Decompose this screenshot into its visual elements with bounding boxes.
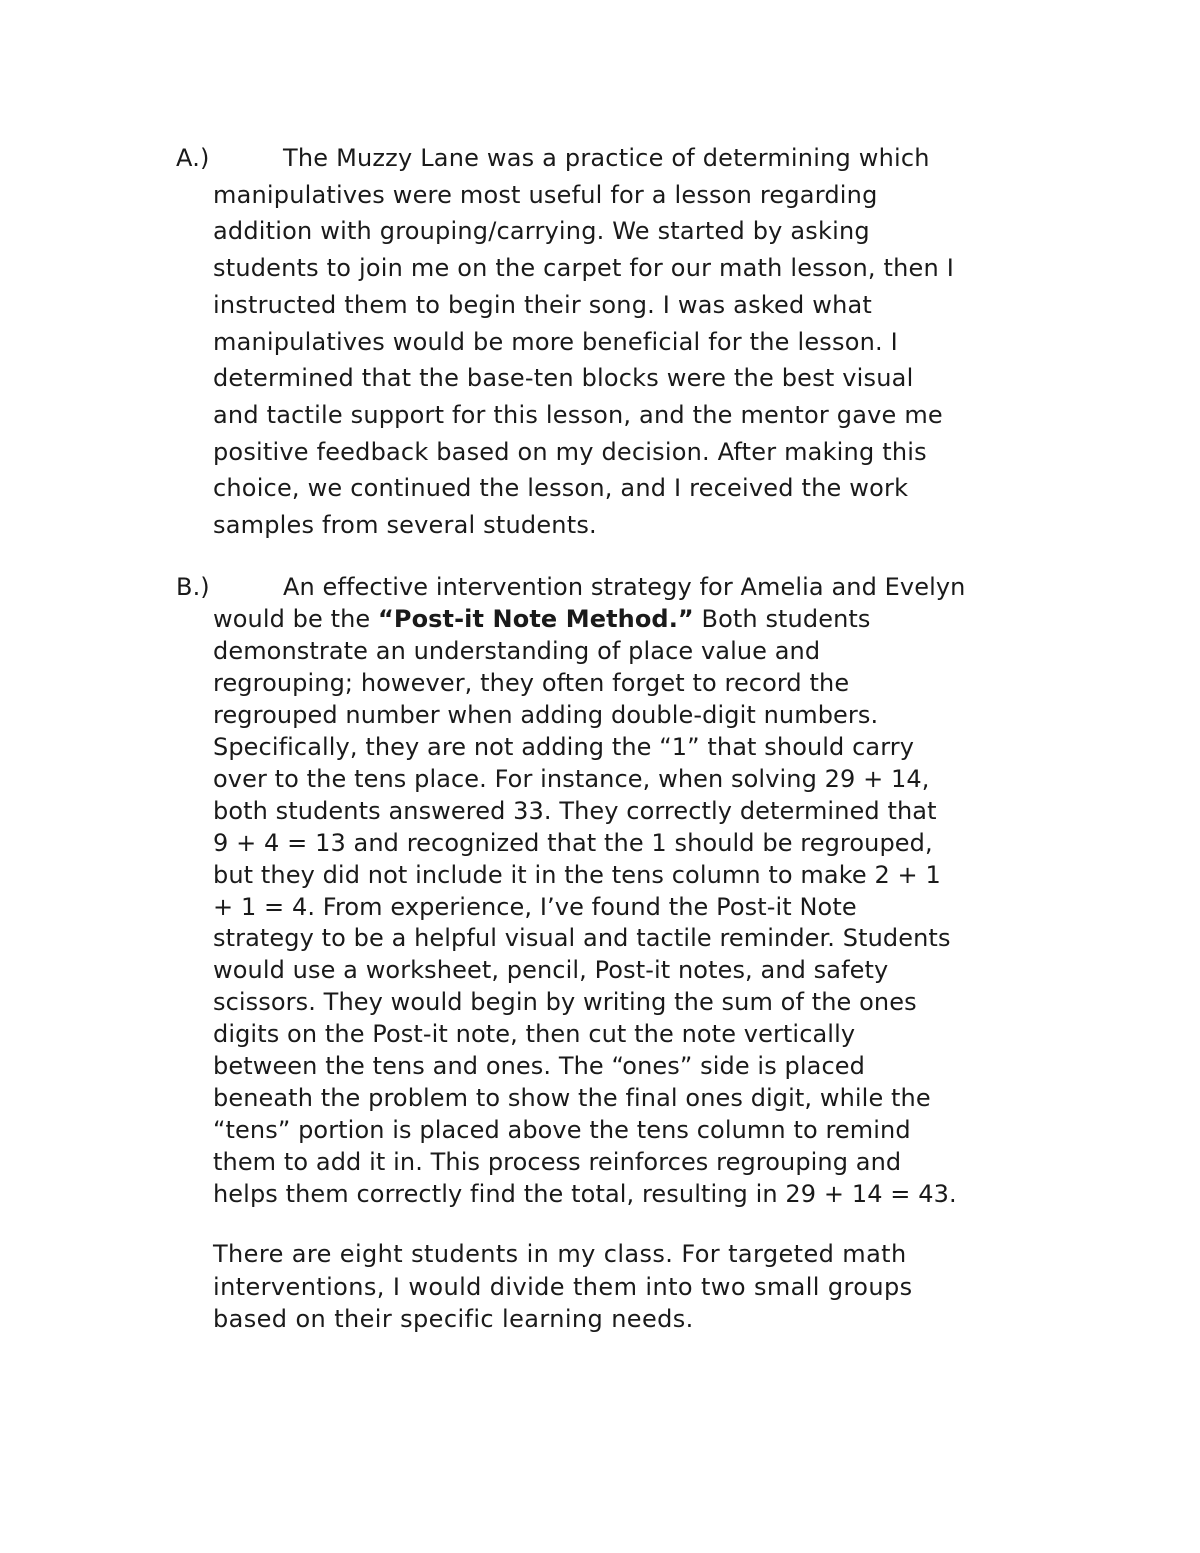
- section-a-line: choice, we continued the lesson, and I received the work: [213, 474, 909, 503]
- section-a-line: positive feedback based on my decision. After making this: [213, 437, 927, 466]
- section-b-line: over to the tens place. For instance, when solving 29 + 14,: [213, 764, 930, 793]
- paragraph-line: interventions, I would divide them into two small groups: [213, 1272, 913, 1301]
- section-b: [176, 572, 1083, 1211]
- section-a-line: manipulatives were most useful for a lesson regarding: [213, 180, 878, 209]
- section-a-line: students to join me on the carpet for our math lesson, then I: [213, 254, 955, 283]
- section-b-line: them to add it in. This process reinforces regrouping and: [213, 1148, 902, 1177]
- section-b-line: 9 + 4 = 13 and recognized that the 1 should be regrouped,: [213, 828, 933, 857]
- section-b-line: helps them correctly find the total, resulting in 29 + 14 = 43.: [213, 1180, 957, 1209]
- section-b-line: strategy to be a helpful visual and tactile reminder. Students: [213, 924, 951, 953]
- section-b-line: scissors. They would begin by writing the sum of the ones: [213, 988, 917, 1017]
- section-b-line-prefix: would be the: [213, 604, 371, 633]
- section-b-line: “tens” portion is placed above the tens column to remind: [213, 1116, 911, 1145]
- section-a: [176, 140, 1083, 544]
- post-it-note-method-term: “Post-it Note Method.”: [378, 604, 694, 633]
- section-a-line: addition with grouping/carrying. We started by asking: [213, 217, 870, 246]
- section-a-line: determined that the base-ten blocks were the best visual: [213, 364, 914, 393]
- section-a-marker: A.): [176, 144, 210, 172]
- section-b-line: regrouped number when adding double-digit numbers.: [213, 700, 879, 729]
- section-b-line: both students answered 33. They correctly determined that: [213, 796, 937, 825]
- section-b-line: An effective intervention strategy for Amelia and Evelyn: [283, 573, 966, 601]
- section-b-line: beneath the problem to show the final ones digit, while the: [213, 1084, 931, 1113]
- section-b-line: digits on the Post-it note, then cut the note vertically: [213, 1020, 856, 1049]
- section-a-line: samples from several students.: [213, 511, 597, 540]
- section-b-line: between the tens and ones. The “ones” side is placed: [213, 1052, 865, 1081]
- section-b-line: [213, 604, 1083, 636]
- section-b-line: regrouping; however, they often forget to record the: [213, 668, 850, 697]
- paragraph-line: based on their specific learning needs.: [213, 1305, 694, 1333]
- section-b-line: + 1 = 4. From experience, I’ve found the Post-it Note: [213, 892, 857, 921]
- section-a-line: The Muzzy Lane was a practice of determining which: [283, 144, 930, 172]
- section-a-line: instructed them to begin their song. I was asked what: [213, 290, 873, 319]
- section-b-line: Specifically, they are not adding the “1” that should carry: [213, 732, 915, 761]
- section-a-line: and tactile support for this lesson, and the mentor gave me: [213, 400, 943, 429]
- section-b-line: but they did not include it in the tens column to make 2 + 1: [213, 860, 941, 889]
- section-b-line: demonstrate an understanding of place value and: [213, 636, 821, 665]
- section-b-line: would use a worksheet, pencil, Post-it notes, and safety: [213, 956, 889, 985]
- paragraph-line: There are eight students in my class. For targeted math: [213, 1240, 907, 1268]
- section-a-line: manipulatives would be more beneficial for the lesson. I: [213, 327, 898, 356]
- class-grouping-paragraph: [213, 1238, 1083, 1336]
- section-b-marker: B.): [176, 573, 210, 601]
- section-b-line-suffix: Both students: [701, 604, 871, 633]
